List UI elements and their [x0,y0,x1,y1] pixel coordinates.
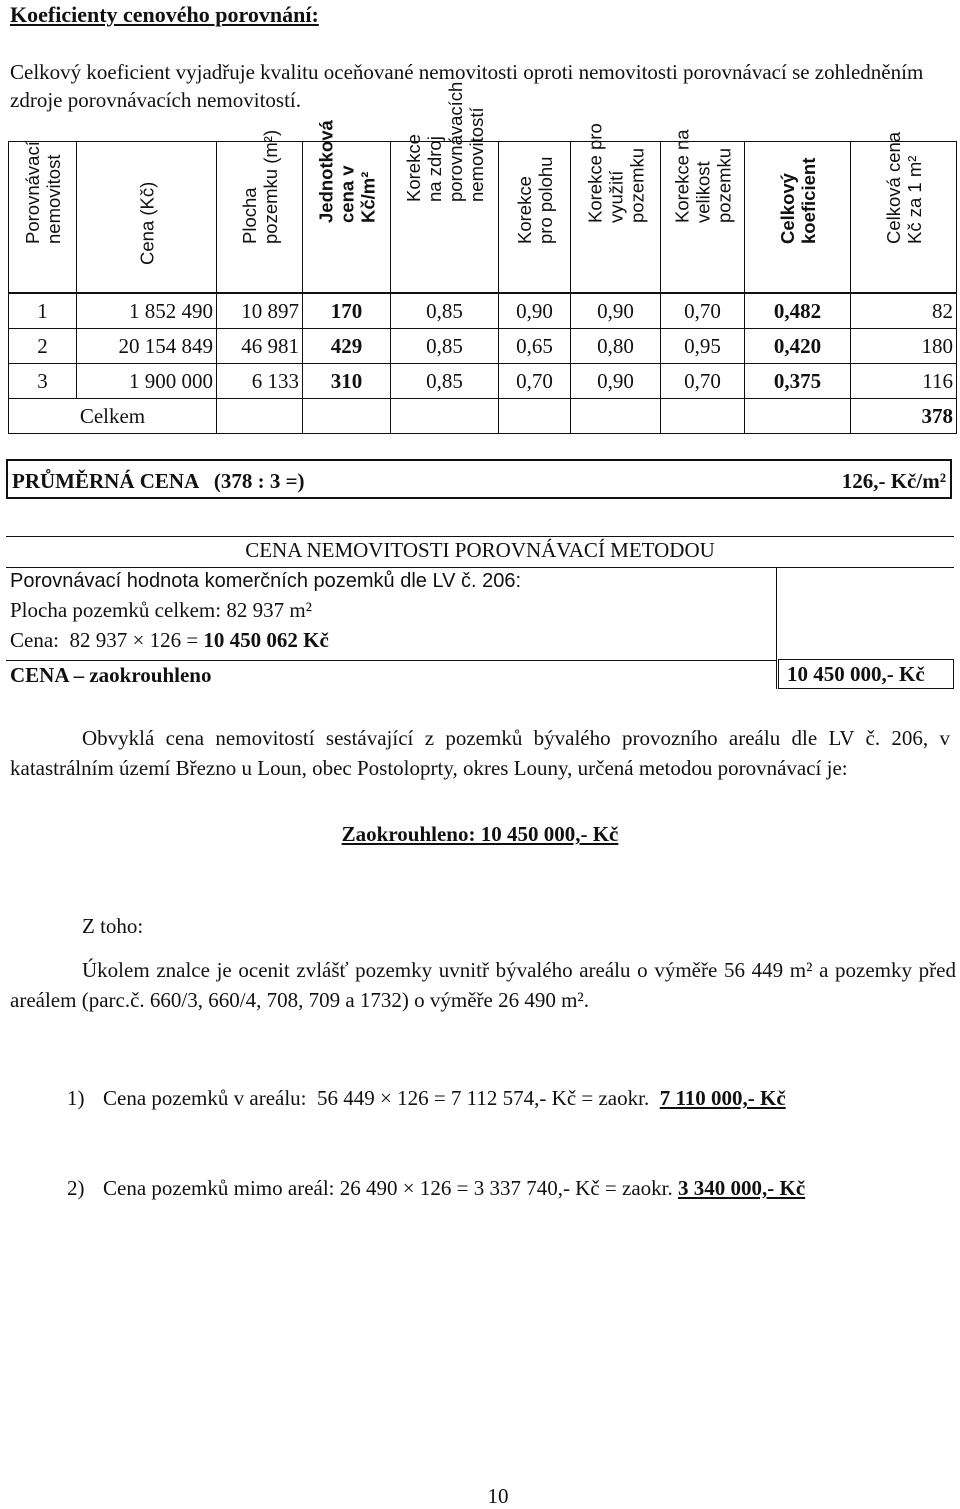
row-price: 1 900 000 [77,364,217,399]
header-comparison-property [9,142,77,294]
header-line: pozemku [713,147,734,223]
table-row [9,329,957,364]
empty-cell [217,399,303,434]
row-size-correction: 0,70 [661,364,745,399]
row-id: 3 [9,364,77,399]
header-line: Porovnávací [21,141,43,244]
row-use-correction: 0,90 [571,293,661,329]
row-unit-price: 170 [303,293,391,329]
header-line: na zdroj [423,136,445,202]
header-line: pro polohu [534,156,556,244]
header-use-correction [571,123,661,294]
row-use-correction: 0,80 [571,329,661,364]
item-value: 3 340 000,- Kč [678,1176,806,1200]
row-size-correction: 0,70 [661,293,745,329]
row-total: 116 [851,364,957,399]
row-source-correction: 0,85 [391,364,499,399]
item-text: Cena pozemků mimo areál: 26 490 × 126 = 3 337 740,- Kč = zaokr. [103,1176,678,1200]
comparison-value-line: Porovnávací hodnota komerčních pozemků dle LV č. 206: [10,570,522,592]
header-line: využití [605,170,626,223]
empty-cell [499,399,571,434]
intro-paragraph: Celkový koeficient vyjadřuje kvalitu oceňované nemovitosti oproti nemovitosti porovnávací se zohledněním zdroje porovnávacích nemovitostí. [10,60,924,112]
row-total: 180 [851,329,957,364]
table-total-row [9,399,957,434]
header-line: koeficient [797,157,819,244]
row-id: 1 [9,293,77,329]
row-coefficient: 0,375 [745,364,851,399]
price-items-list [46,1053,805,1233]
average-value: 126,- Kč/m² [841,469,946,493]
box-title: CENA NEMOVITOSTI POROVNÁVACÍ METODOU [245,538,715,562]
row-total: 82 [851,293,957,329]
row-location-correction: 0,65 [499,329,571,364]
empty-cell [745,399,851,434]
of-which-label: Z toho: [82,914,144,938]
header-source-correction [391,81,499,294]
price-summary-box [6,536,954,692]
rounded-value-box [778,659,954,689]
table-row [9,293,957,329]
total-label: Celkem [9,399,217,434]
header-line: Korekce pro [584,123,605,223]
rounded-result: Zaokrouhleno: 10 450 000,- Kč [341,822,619,846]
page-number: 10 [487,1484,509,1508]
header-line: nemovitost [42,154,64,244]
row-size-correction: 0,95 [661,329,745,364]
header-total-coefficient [745,142,851,294]
header-line: Korekce [402,134,424,202]
area-total-line: Plocha pozemků celkem: 82 937 m² [10,598,312,622]
divider [776,567,777,689]
divider [6,660,776,661]
average-label: PRŮMĚRNÁ CENA (378 : 3 =) [12,469,305,493]
header-line: Plocha [238,187,260,244]
header-line: Korekce [513,176,535,244]
header-line: porovnávacích [444,81,466,202]
price-calc-line [10,628,329,653]
list-item [46,1053,805,1143]
header-line: Celkový [776,173,798,244]
header-line: Cena (Kč) [136,181,157,265]
row-id: 2 [9,329,77,364]
table-header-row [9,142,957,294]
row-area: 10 897 [217,293,303,329]
summary-paragraph: Obvyklá cena nemovitostí sestávající z pozemků bývalého provozního areálu dle LV č. 206, v katastrálním území Březno u Loun, obec Postoloprty, okres Louny, určená metodou porovnávací je: [10,726,950,780]
header-line: Korekce na [671,129,692,223]
header-line: Kč/m² [357,171,378,223]
row-price: 1 852 490 [77,293,217,329]
section-heading: Koeficienty cenového porovnání: [10,2,319,27]
item-value: 7 110 000,- Kč [659,1086,786,1110]
row-area: 6 133 [217,364,303,399]
header-line: Kč za 1 m² [903,155,925,244]
empty-cell [391,399,499,434]
divider [6,567,954,568]
header-line: Celková cena [882,131,904,244]
item-text: Cena pozemků v areálu: 56 449 × 126 = 7 112 574,- Kč = zaokr. [103,1086,660,1110]
row-unit-price: 310 [303,364,391,399]
header-total-price-per-m2 [851,131,957,294]
row-price: 20 154 849 [77,329,217,364]
header-area [217,129,303,294]
row-location-correction: 0,90 [499,293,571,329]
header-line: nemovitostí [465,107,487,202]
empty-cell [303,399,391,434]
row-use-correction: 0,90 [571,364,661,399]
task-paragraph: Úkolem znalce je ocenit zvlášť pozemky uvnitř bývalého areálu o výměře 56 449 m² a pozemky před areálem (parc.č. 660/3, 660/4, 708, 709 a 1732) o výměře 26 490 m². [10,958,956,1012]
header-line: Jednotková [315,120,336,223]
row-source-correction: 0,85 [391,329,499,364]
price-calc-text: Cena: 82 937 × 126 = [10,628,204,652]
header-line: pozemku (m²) [259,129,281,244]
list-item [46,1143,805,1233]
row-unit-price: 429 [303,329,391,364]
row-coefficient: 0,482 [745,293,851,329]
row-area: 46 981 [217,329,303,364]
table-row [9,364,957,399]
header-location-correction [499,142,571,294]
header-line: velikost [692,161,713,223]
rounded-label: CENA – zaokrouhleno [10,663,212,687]
row-coefficient: 0,420 [745,329,851,364]
row-location-correction: 0,70 [499,364,571,399]
average-price-box [6,459,952,499]
empty-cell [571,399,661,434]
header-unit-price [303,120,391,294]
total-value: 378 [851,399,957,434]
header-size-correction [661,129,745,294]
header-line: pozemku [626,147,647,223]
item-number: 2) [67,1176,85,1200]
empty-cell [661,399,745,434]
price-calc-value: 10 450 062 Kč [203,628,329,652]
item-number: 1) [67,1086,85,1110]
row-source-correction: 0,85 [391,293,499,329]
rounded-value: 10 450 000,- Kč [787,662,925,686]
header-price [77,142,217,294]
header-line: cena v [336,165,357,223]
